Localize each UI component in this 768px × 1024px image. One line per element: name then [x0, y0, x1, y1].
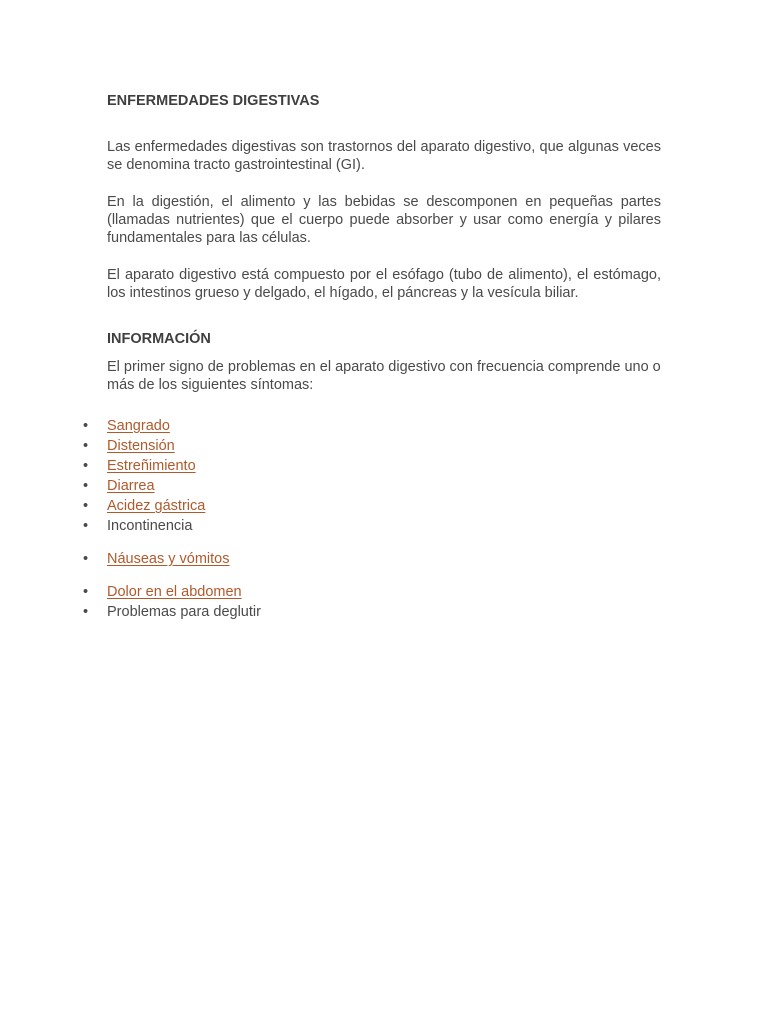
symptom-link-distension[interactable]: Distensión	[107, 438, 175, 454]
document-page	[83, 92, 661, 622]
list-item	[83, 582, 661, 602]
section-intro: El primer signo de problemas en el aparato digestivo con frecuencia comprende uno o más de los siguientes síntomas:	[107, 359, 661, 393]
bullet-icon: •	[83, 604, 89, 620]
bullet-icon: •	[83, 418, 89, 434]
bullet-icon: •	[83, 498, 89, 514]
bullet-icon: •	[83, 458, 89, 474]
symptom-text-problemas-deglutir: Problemas para deglutir	[107, 604, 261, 620]
symptom-link-estrenimiento[interactable]: Estreñimiento	[107, 458, 196, 474]
paragraph-definition: Las enfermedades digestivas son trastornos del aparato digestivo, que algunas veces se denomina tracto gastrointestinal (GI).	[107, 139, 661, 173]
bullet-icon: •	[83, 584, 89, 600]
list-item	[83, 476, 661, 496]
list-item	[83, 436, 661, 456]
bullet-icon: •	[83, 478, 89, 494]
list-item	[83, 549, 661, 569]
paragraph-digestion: En la digestión, el alimento y las bebidas se descomponen en pequeñas partes (llamadas nutrientes) que el cuerpo puede absorber y usar como energía y pilares fundamentales para las células.	[107, 194, 661, 246]
list-item	[83, 456, 661, 476]
list-item	[83, 416, 661, 436]
symptom-link-acidez-gastrica[interactable]: Acidez gástrica	[107, 498, 206, 514]
symptom-text-incontinencia: Incontinencia	[107, 518, 193, 534]
section-title: INFORMACIÓN	[107, 331, 211, 347]
symptom-link-diarrea[interactable]: Diarrea	[107, 478, 155, 494]
bullet-icon: •	[83, 551, 89, 567]
list-item	[83, 516, 661, 536]
symptom-link-nauseas-vomitos[interactable]: Náuseas y vómitos	[107, 551, 230, 567]
symptom-link-dolor-abdomen[interactable]: Dolor en el abdomen	[107, 584, 242, 600]
list-item	[83, 602, 661, 622]
document-title: ENFERMEDADES DIGESTIVAS	[107, 93, 320, 109]
list-item	[83, 496, 661, 516]
bullet-icon: •	[83, 438, 89, 454]
paragraph-organs: El aparato digestivo está compuesto por el esófago (tubo de alimento), el estómago, los intestinos grueso y delgado, el hígado, el páncreas y la vesícula biliar.	[107, 267, 661, 301]
symptom-list	[83, 416, 661, 622]
symptom-link-sangrado[interactable]: Sangrado	[107, 418, 170, 434]
bullet-icon: •	[83, 518, 89, 534]
